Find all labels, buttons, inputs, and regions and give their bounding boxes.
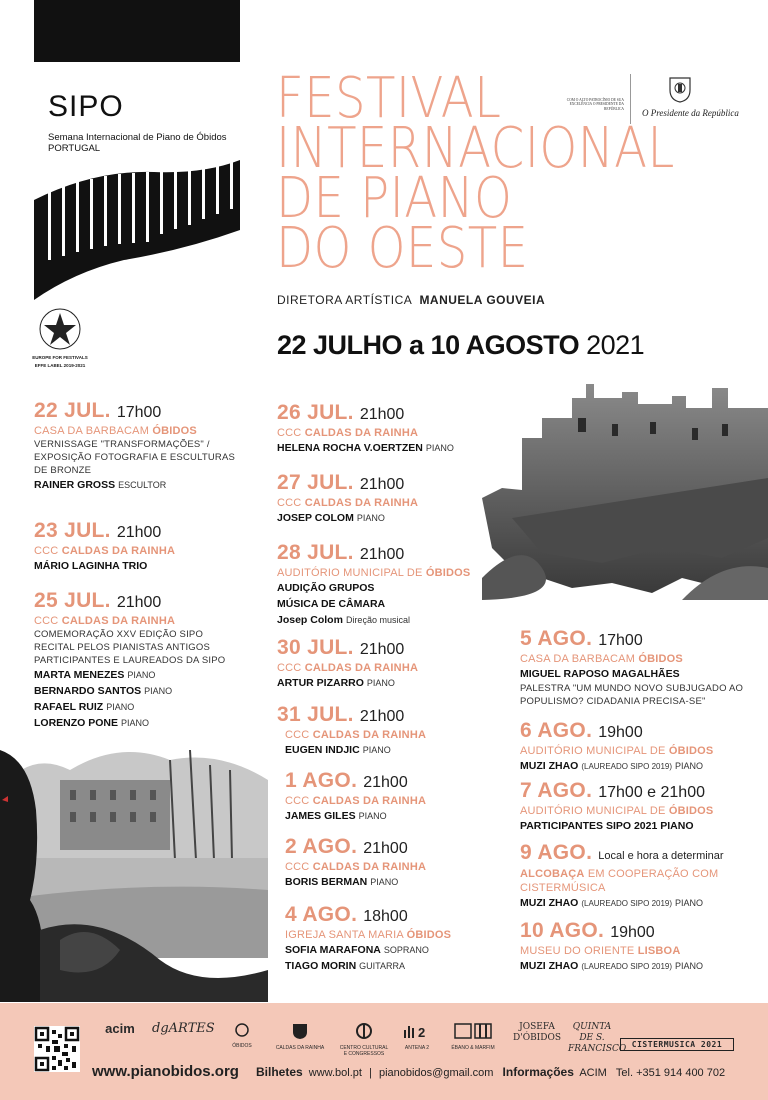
performer — [285, 958, 451, 974]
sipo-name: SIPO — [48, 90, 124, 123]
performer-name: EUGEN INDJIC — [285, 744, 360, 756]
sipo-logo — [34, 0, 240, 300]
venue-bold: CALDAS DA RAINHA — [312, 795, 427, 807]
time-text: 21h00 — [359, 406, 405, 423]
ccc-icon — [353, 1022, 375, 1040]
performer — [277, 675, 418, 691]
event-venue — [277, 566, 470, 580]
time-text: 21h00 — [359, 641, 405, 658]
venue-text: CCC — [34, 545, 59, 557]
performer — [285, 874, 426, 890]
josefa-logo — [510, 1022, 564, 1044]
event-venue — [520, 804, 713, 818]
date-text: 7 AGO. — [520, 779, 593, 802]
tickets-label: Bilhetes — [256, 1065, 303, 1079]
performer-role: Direção musical — [345, 615, 410, 625]
performer-role: PIANO — [144, 686, 173, 696]
time-text: 17h00 — [598, 632, 643, 649]
venue-bold: CALDAS DA RAINHA — [312, 861, 427, 873]
venue-text: AUDITÓRIO MUNICIPAL DE — [277, 567, 423, 579]
director-label: DIRETORA ARTÍSTICA — [277, 293, 412, 307]
date-year: 2021 — [586, 330, 645, 360]
caldas-logo — [268, 1022, 332, 1051]
date-text: 1 AGO. — [285, 769, 358, 792]
performer-role: PIANO — [370, 877, 399, 887]
event-description: COMEMORAÇÃO XXV EDIÇÃO SIPO RECITAL PELOS PIANISTAS ANTIGOS PARTICIPANTES E LAUREADOS DA SIPO — [34, 629, 226, 666]
performer: MÚSICA DE CÂMARA — [277, 598, 386, 610]
event-date — [285, 904, 451, 928]
event-venue — [520, 944, 703, 958]
venue-bold: LISBOA — [637, 945, 681, 957]
event-venue — [34, 424, 244, 438]
performer-name: ARTUR PIZARRO — [277, 677, 364, 689]
info-text: ACIM — [579, 1067, 607, 1079]
president-label: O Presidente da República — [642, 108, 739, 118]
event-date — [520, 780, 713, 804]
venue-text: CCC — [285, 795, 310, 807]
performer-name: BERNARDO SANTOS — [34, 685, 142, 697]
performer — [34, 558, 244, 574]
venue-bold: CALDAS DA RAINHA — [304, 427, 419, 439]
sipo-subtitle-text: Semana Internacional de Piano de Óbidos — [48, 132, 227, 143]
event-date — [285, 836, 426, 860]
performer-name: SOFIA MARAFONA — [285, 944, 381, 956]
antena-bars-icon — [402, 1022, 432, 1040]
event-venue — [277, 496, 418, 510]
performer-name: JAMES GILES — [285, 810, 356, 822]
performer-name: MUZI ZHAO — [520, 897, 579, 909]
performer-note: (LAUREADO SIPO 2019) — [581, 899, 673, 908]
performer — [277, 440, 454, 456]
performer — [285, 808, 426, 824]
acim-logo-text: acim — [105, 1021, 135, 1036]
performer-name: TIAGO MORIN — [285, 960, 357, 972]
event-date — [277, 542, 470, 566]
event-date — [520, 720, 713, 744]
performer-role: SOPRANO — [383, 945, 429, 955]
antena-logo-text: ANTENA 2 — [404, 1045, 430, 1051]
performer — [34, 699, 244, 715]
event-date — [285, 770, 426, 794]
venue-bold: ÓBIDOS — [638, 653, 683, 665]
performer-role: PIANO — [675, 761, 704, 771]
performer — [34, 667, 244, 683]
venue-text: CASA DA BARBACAM — [520, 653, 636, 665]
date-text: 23 JUL. — [34, 519, 111, 542]
ccc-logo — [338, 1022, 390, 1057]
date-text: 25 JUL. — [34, 589, 111, 612]
festival-title — [276, 66, 746, 281]
event-date — [277, 637, 418, 661]
event-venue — [277, 426, 454, 440]
date-text: 9 AGO. — [520, 841, 593, 864]
event-31-jul — [277, 704, 426, 758]
performer-role: PIANO — [675, 898, 704, 908]
svg-text:2: 2 — [418, 1025, 426, 1040]
venue-bold: CALDAS DA RAINHA — [61, 545, 176, 557]
obidos-logo-text: ÓBIDOS — [232, 1043, 252, 1049]
venue-bold: CALDAS DA RAINHA — [304, 497, 419, 509]
event-6-ago — [520, 720, 713, 775]
event-10-ago — [520, 920, 703, 975]
cistermusica-logo — [620, 1038, 734, 1051]
venue-text: CCC — [277, 662, 302, 674]
performer-name: MUZI ZHAO — [520, 760, 579, 772]
event-venue — [285, 860, 426, 874]
performer — [520, 758, 713, 775]
time-text: 21h00 — [116, 524, 162, 541]
venue-bold: ÓBIDOS — [668, 745, 714, 757]
date-text: 4 AGO. — [285, 903, 358, 926]
performer: PARTICIPANTES SIPO 2021 PIANO — [520, 820, 694, 832]
performer-name: LORENZO PONE — [34, 717, 119, 729]
performer-role: ESCULTOR — [118, 480, 167, 490]
event-venue — [277, 661, 418, 675]
performer — [34, 477, 244, 493]
event-date — [277, 402, 454, 426]
performer — [520, 958, 703, 975]
ccc-logo-text: CENTRO CULTURAL E CONGRESSOS — [339, 1045, 389, 1057]
event-venue — [520, 867, 730, 895]
venue-bold: CALDAS DA RAINHA — [312, 729, 427, 741]
performer — [277, 742, 426, 758]
event-25-jul — [34, 590, 244, 731]
event-date — [34, 520, 244, 544]
date-text: 26 JUL. — [277, 401, 354, 424]
performer: MIGUEL RAPOSO MAGALHÃES — [520, 668, 680, 680]
event-date — [34, 590, 244, 614]
time-text: 21h00 — [359, 708, 405, 725]
performer-role: PIANO — [356, 513, 385, 523]
event-4-ago — [285, 904, 451, 974]
obidos-circle-icon — [232, 1022, 252, 1038]
josefa-logo-text: JOSEFA D'ÓBIDOS — [513, 1022, 561, 1043]
event-venue — [34, 544, 244, 558]
title-line-1: FESTIVAL — [276, 66, 502, 131]
time-text: 21h00 — [116, 594, 162, 611]
event-22-jul — [34, 400, 244, 493]
venue-text: AUDITÓRIO MUNICIPAL DE — [520, 805, 666, 817]
performer-name: MUZI ZHAO — [520, 960, 579, 972]
ebano-logo-text: ÉBANO & MARFIM — [451, 1045, 495, 1051]
performer-name: Josep Colom — [277, 614, 343, 626]
dgartes-logo — [152, 1022, 214, 1036]
event-venue — [277, 728, 426, 742]
time-text: 18h00 — [363, 908, 408, 925]
date-text: 2 AGO. — [285, 835, 358, 858]
venue-bold: ÓBIDOS — [406, 929, 452, 941]
performer-name: RAFAEL RUIZ — [34, 701, 104, 713]
patronage-text: COM O ALTO PATROCÍNIO DE SUA EXCELÊNCIA O PRESIDENTE DA REPÚBLICA — [566, 98, 624, 111]
obidos-castle-image — [482, 378, 768, 600]
time-text: 17h00 e 21h00 — [598, 784, 705, 801]
performer-role: PIANO — [366, 678, 395, 688]
antena2-logo — [398, 1022, 436, 1051]
venue-text: EM COOPERAÇÃO COM CISTERMÚSICA — [520, 868, 719, 894]
title-line-2: INTERNACIONAL — [276, 116, 675, 181]
efa-star-icon — [30, 305, 90, 353]
event-date — [520, 920, 703, 944]
date-text: 27 JUL. — [277, 471, 354, 494]
performer-note: (LAUREADO SIPO 2019) — [581, 962, 673, 971]
venue-bold: ALCOBAÇA — [520, 868, 585, 880]
performer-role: PIANO — [127, 670, 156, 680]
website-link[interactable]: www.pianobidos.org — [92, 1063, 239, 1080]
event-30-jul — [277, 637, 418, 691]
cistermusica-logo-text: CISTERMUSICA 2021 — [631, 1040, 723, 1049]
event-27-jul — [277, 472, 418, 526]
sipo-subtitle — [48, 132, 248, 154]
event-venue — [520, 652, 760, 666]
event-venue — [520, 744, 713, 758]
event-1-ago — [285, 770, 426, 824]
event-9-ago — [520, 842, 760, 912]
efa-line2: EFFE LABEL 2019-2021 — [34, 363, 86, 368]
info-label: Informações — [502, 1065, 574, 1079]
quinta-logo-text: QUINTA DE S. FRANCISCO — [568, 1022, 627, 1054]
venue-bold: CALDAS DA RAINHA — [61, 615, 176, 627]
event-description: VERNISSAGE "TRANSFORMAÇÕES" / EXPOSIÇÃO FOTOGRAFIA E ESCULTURAS DE BRONZE — [34, 439, 236, 476]
date-text: 30 JUL. — [277, 636, 354, 659]
performer-role: PIANO — [106, 702, 135, 712]
performer-role: GUITARRA — [359, 961, 406, 971]
performer — [34, 715, 244, 731]
performer — [34, 683, 244, 699]
acim-logo — [94, 1022, 146, 1036]
performer-name: MARTA MENEZES — [34, 669, 125, 681]
performer-role: PIANO — [425, 443, 454, 453]
date-range: 22 JULHO a 10 AGOSTO — [277, 330, 580, 360]
dgartes-logo-text: dgARTES — [152, 1021, 215, 1036]
performer-role: PIANO — [362, 745, 391, 755]
caldas-crest-icon — [289, 1022, 311, 1040]
performer-role: PIANO — [358, 811, 387, 821]
venue-text: CCC — [34, 615, 59, 627]
title-line-3: DE PIANO — [276, 166, 513, 231]
title-line-4: DO OESTE — [276, 216, 529, 281]
venue-text: CCC — [285, 861, 310, 873]
venue-text: CCC — [277, 427, 302, 439]
event-date — [277, 472, 418, 496]
venue-bold: ÓBIDOS — [668, 805, 714, 817]
ebano-keys-icon — [453, 1022, 493, 1040]
qr-code-icon[interactable] — [34, 1026, 80, 1072]
event-date — [520, 842, 760, 867]
time-text: 17h00 — [116, 404, 162, 421]
date-text: 5 AGO. — [520, 627, 593, 650]
performer: AUDIÇÃO GRUPOS — [277, 582, 375, 594]
phone-text: Tel. +351 914 400 702 — [615, 1067, 726, 1079]
efa-line1: EUROPE FOR FESTIVALS — [32, 355, 88, 360]
efa-label — [30, 305, 90, 375]
performer-role: PIANO — [675, 961, 704, 971]
venue-text: CCC — [285, 729, 310, 741]
event-date — [277, 704, 426, 728]
date-text: 31 JUL. — [277, 703, 354, 726]
event-venue — [285, 794, 426, 808]
time-text: 19h00 — [610, 924, 655, 941]
festival-dates — [277, 330, 644, 361]
date-text: 28 JUL. — [277, 541, 354, 564]
performer-role: PIANO — [121, 718, 150, 728]
venue-text: AUDITÓRIO MUNICIPAL DE — [520, 745, 666, 757]
caldas-logo-text: CALDAS DA RAINHA — [275, 1045, 325, 1051]
venue-text: IGREJA SANTA MARIA — [285, 929, 404, 941]
venue-text: CCC — [277, 497, 302, 509]
date-text: 6 AGO. — [520, 719, 593, 742]
footer-contact — [92, 1063, 725, 1080]
performer-note: (LAUREADO SIPO 2019) — [581, 762, 673, 771]
event-7-ago — [520, 780, 713, 834]
time-text: 21h00 — [363, 774, 408, 791]
event-26-jul — [277, 402, 454, 456]
time-text: Local e hora a determinar — [598, 850, 724, 862]
time-text: 21h00 — [359, 546, 405, 563]
artistic-director — [277, 293, 545, 307]
venue-bold: ÓBIDOS — [425, 567, 471, 579]
date-text: 10 AGO. — [520, 919, 605, 942]
performer-name: MÁRIO LAGINHA TRIO — [34, 560, 148, 572]
venue-bold: CALDAS DA RAINHA — [304, 662, 419, 674]
performer — [285, 942, 451, 958]
performer-name: RAINER GROSS — [34, 479, 116, 491]
event-23-jul — [34, 520, 244, 574]
obidos-logo — [220, 1022, 264, 1049]
performer-name: BORIS BERMAN — [285, 876, 368, 888]
event-description: PALESTRA "UM MUNDO NOVO SUBJUGADO AO POPULISMO? CIDADANIA PRECISA-SE" — [520, 683, 744, 707]
time-text: 21h00 — [359, 476, 405, 493]
email-link[interactable]: pianobidos@gmail.com — [378, 1067, 494, 1079]
time-text: 21h00 — [363, 840, 408, 857]
event-date — [520, 628, 760, 652]
event-venue — [34, 614, 244, 628]
performer-name: HELENA ROCHA V.OERTZEN — [277, 442, 423, 454]
ebano-logo — [442, 1022, 504, 1051]
event-5-ago — [520, 628, 760, 708]
quinta-logo — [568, 1022, 627, 1055]
venue-text: CASA DA BARBACAM — [34, 425, 150, 437]
tickets-link[interactable]: www.bol.pt — [308, 1067, 362, 1079]
event-2-ago — [285, 836, 426, 890]
performer-name: JOSEP COLOM — [277, 512, 354, 524]
performer — [520, 895, 760, 912]
venue-text: MUSEU DO ORIENTE — [520, 945, 635, 957]
director-name: MANUELA GOUVEIA — [419, 293, 546, 307]
performer — [277, 612, 470, 628]
separator: | — [369, 1067, 372, 1079]
performer — [277, 510, 418, 526]
date-text: 22 JUL. — [34, 399, 111, 422]
event-date — [34, 400, 244, 424]
sipo-country: PORTUGAL — [48, 143, 101, 154]
venue-bold: ÓBIDOS — [152, 425, 197, 437]
lake-swan-image — [0, 730, 268, 1002]
time-text: 19h00 — [598, 724, 643, 741]
event-28-jul — [277, 542, 470, 628]
event-venue — [285, 928, 451, 942]
